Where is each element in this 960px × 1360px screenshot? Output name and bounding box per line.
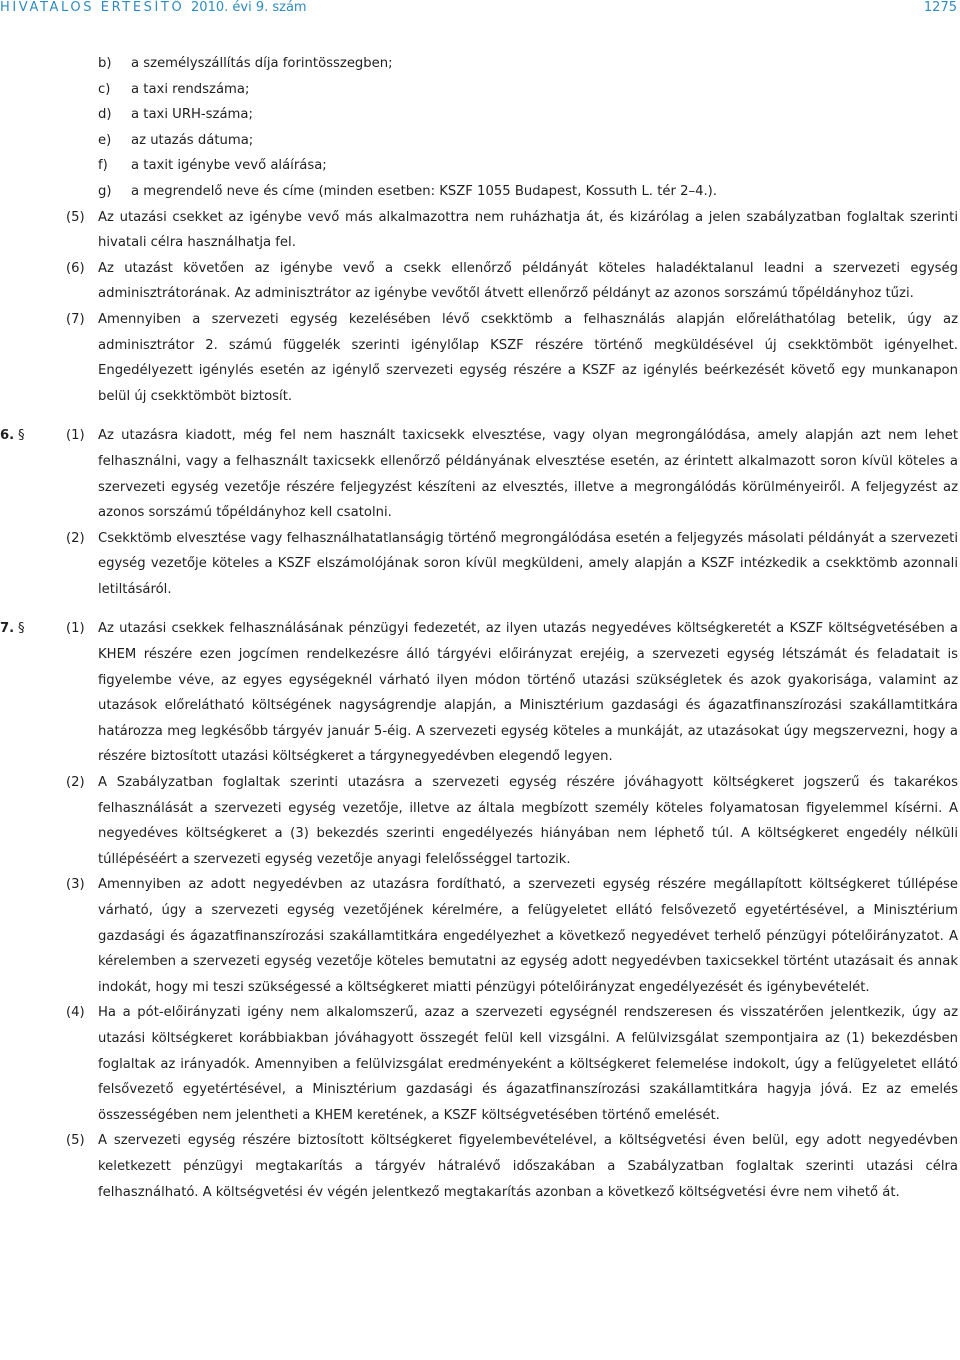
paragraph [0, 616, 960, 770]
paragraph [0, 770, 960, 872]
paragraph-number: (1) [66, 621, 85, 637]
paragraph [0, 256, 960, 307]
paragraph-text: Amennyiben az adott negyedévben az utazásra fordítható, a szervezeti egység részére megállapított költségkeret túllépése várható, úgy a szervezeti egység vezetőjének kérelmére, a felügyeletet ellátó felsővezető egyetértésével, a Minisztérium gazdasági és ágazatfinanszírozási szakállamtitkára engedélyezhet a következő negyedévet terhelő pénzügyi pótelőirányzatot. A kérelemben a szervezeti egység vezetője köteles bemutatni az egység adott negyedévben taxicsekkel történt utazásait és annak indokát, hogy mi teszi szükségessé a költségkeret miatti pénzügyi pótelőirányzat engedélyezését és igénybevételét. [98, 877, 958, 995]
item-text: a taxi rendszáma; [131, 81, 250, 97]
page-header [0, 0, 960, 16]
page-number: 1275 [923, 0, 957, 15]
paragraph-text: Az utazási csekket az igénybe vevő más alkalmazottra nem ruházhatja át, és kizárólag a jelen szabályzatban foglaltak szerinti hivatali célra használhatja fel. [98, 209, 958, 251]
section-sign: § [18, 428, 25, 444]
paragraph [0, 307, 960, 409]
document-body [0, 51, 960, 1205]
publication-name: HIVATALOS ÉRTESÍTŐ [0, 0, 185, 15]
paragraph-number: (2) [66, 530, 85, 546]
item-text: a megrendelő neve és címe (minden esetben: KSZF 1055 Budapest, Kossuth L. tér 2–4.). [131, 183, 717, 199]
section-sign: § [18, 621, 25, 637]
paragraph-number: (3) [66, 877, 85, 893]
paragraph-text: Az utazási csekkek felhasználásának pénzügyi fedezetét, az ilyen utazás negyedéves költségkeretét a KSZF költségvetésében a KHEM részére ezen jogcímen rendelkezésre álló tárgyévi előirányzat erejéig, a szervezeti egység létszámát és feladatait is figyelembe véve, az egyes egységeknél várható ilyen módon történő utazási szükségletek és azok gyakorisága, valamint az utazások előrelátható költségének nagyságrendje alapján, a Minisztérium gazdasági és ágazatfinanszírozási szakállamtitkára határozza meg legkésőbb tárgyév január 5-éig. A szervezeti egység köteles a munkáját, az utazásokat úgy megszervezni, hogy a részére biztosított utazási költségkeret a tárgynegyedévben elegendő legyen. [98, 621, 958, 765]
paragraph-number: (7) [66, 311, 85, 327]
paragraph-text: Csekktömb elvesztése vagy felhasználhatatlanságig történő megrongálódása esetén a feljegyzés másolati példányát a szervezeti egység vezetője köteles a KSZF elszámolójának soron kívül megküldeni, amely alapján a KSZF intézkedik a csekktömb azonnali letiltásáról. [98, 530, 958, 597]
list-item [0, 77, 960, 103]
paragraph [0, 205, 960, 256]
paragraph-number: (5) [66, 209, 85, 225]
list-item [0, 51, 960, 77]
publication-title [0, 0, 307, 16]
list-item [0, 153, 960, 179]
section-number: 6. [0, 428, 15, 444]
paragraph [0, 423, 960, 525]
paragraph-number: (5) [66, 1133, 85, 1149]
paragraph-number: (4) [66, 1005, 85, 1021]
list-item [0, 128, 960, 154]
paragraph-number: (2) [66, 775, 85, 791]
paragraph-text: A szervezeti egység részére biztosított költségkeret figyelembevételével, a költségvetési éven belül, egy adott negyedévben keletkezett pénzügyi megtakarítás a tárgyév hátralévő időszakában a Szabályzatban foglaltak szerinti utazási célra felhasználható. A költségvetési év végén jelentkező megtakarítás azonban a következő költségvetési évre nem vihető át. [98, 1133, 958, 1200]
list-item [0, 179, 960, 205]
item-text: a személyszállítás díja forintösszegben; [131, 56, 393, 71]
item-label: e) [98, 132, 112, 148]
paragraph [0, 526, 960, 603]
paragraph-text: A Szabályzatban foglaltak szerinti utazásra a szervezeti egység részére jóváhagyott költségkeret jogszerű és takarékos felhasználását a szervezeti egység vezetője, illetve az általa megbízott személy köteles folyamatosan figyelemmel kísérni. A negyedéves költségkeret a (3) bekezdés szerinti engedélyezés hiányában nem léphető túl. A költségkeret engedély nélküli túllépéséért a szervezeti egység vezetője anyagi felelősséggel tartozik. [98, 775, 958, 867]
item-text: a taxit igénybe vevő aláírása; [131, 158, 327, 174]
paragraph-text: Amennyiben a szervezeti egység kezelésében lévő csekktömb a felhasználás alapján előreláthatólag betelik, úgy az adminisztrátor 2. számú függelék szerinti igénylőlap KSZF részére történő megküldésével új csekktömböt igényelhet. Engedélyezett igénylés esetén az igénylő szervezeti egység részére a KSZF az igénylés beérkezését követő egy munkanapon belül új csekktömböt biztosít. [98, 311, 958, 404]
item-text: az utazás dátuma; [131, 132, 254, 148]
section-number: 7. [0, 621, 15, 637]
item-label: d) [98, 107, 112, 123]
section-6 [0, 423, 960, 602]
paragraph [0, 1128, 960, 1205]
paragraph-number: (1) [66, 428, 85, 444]
paragraph-text: Az utazást követően az igénybe vevő a csekk ellenőrző példányát köteles haladéktalanul leadni a szervezeti egység adminisztrátorának. Az adminisztrátor az igénybe vevőtől átvett ellenőrző példányt az azonos sorszámú tőpéldányhoz tűzi. [98, 260, 958, 302]
section-7 [0, 616, 960, 1205]
letter-list [0, 51, 960, 205]
item-label: g) [98, 183, 112, 199]
paragraph [0, 1000, 960, 1128]
paragraph-number: (6) [66, 260, 85, 276]
paragraph-text: Ha a pót-előirányzati igény nem alkalomszerű, azaz a szervezeti egységnél rendszeresen és visszatérően jelentkezik, úgy az utazási költségkeret korábbiakban jóváhagyott összegét felül kell vizsgálni. A felülvizsgálat szempontjaira az (1) bekezdésben foglaltak az irányadók. Amennyiben a felülvizsgálat eredményeként a költségkeret felemelése indokolt, úgy a felügyeletet ellátó felsővezető egyetértésével, a Minisztérium gazdasági és ágazatfinanszírozási szakállamtitkára hagyja jóvá. Ez az emelés összességében nem jelentheti a KHEM keretének, a KSZF költségvetésében történő emelését. [98, 1005, 958, 1123]
paragraph-group [0, 205, 960, 410]
item-label: c) [98, 81, 111, 97]
list-item [0, 102, 960, 128]
item-label: f) [98, 158, 108, 174]
item-label: b) [98, 56, 112, 71]
issue-number: 2010. évi 9. szám [191, 0, 307, 15]
paragraph [0, 872, 960, 1000]
paragraph-text: Az utazásra kiadott, még fel nem használt taxicsekk elvesztése, vagy olyan megrongálódása, amely alapján azt nem lehet felhasználni, vagy a felhasznált taxicsekk ellenőrző példányának elvesztése esetén, az érintett alkalmazott soron kívül köteles a szervezeti egység vezetője részére feljegyzést készíteni az elvesztés, illetve a megrongálódás körülményeiről. A feljegyzést az azonos sorszámú tőpéldányhoz kell csatolni. [98, 428, 958, 521]
item-text: a taxi URH-száma; [131, 107, 253, 123]
